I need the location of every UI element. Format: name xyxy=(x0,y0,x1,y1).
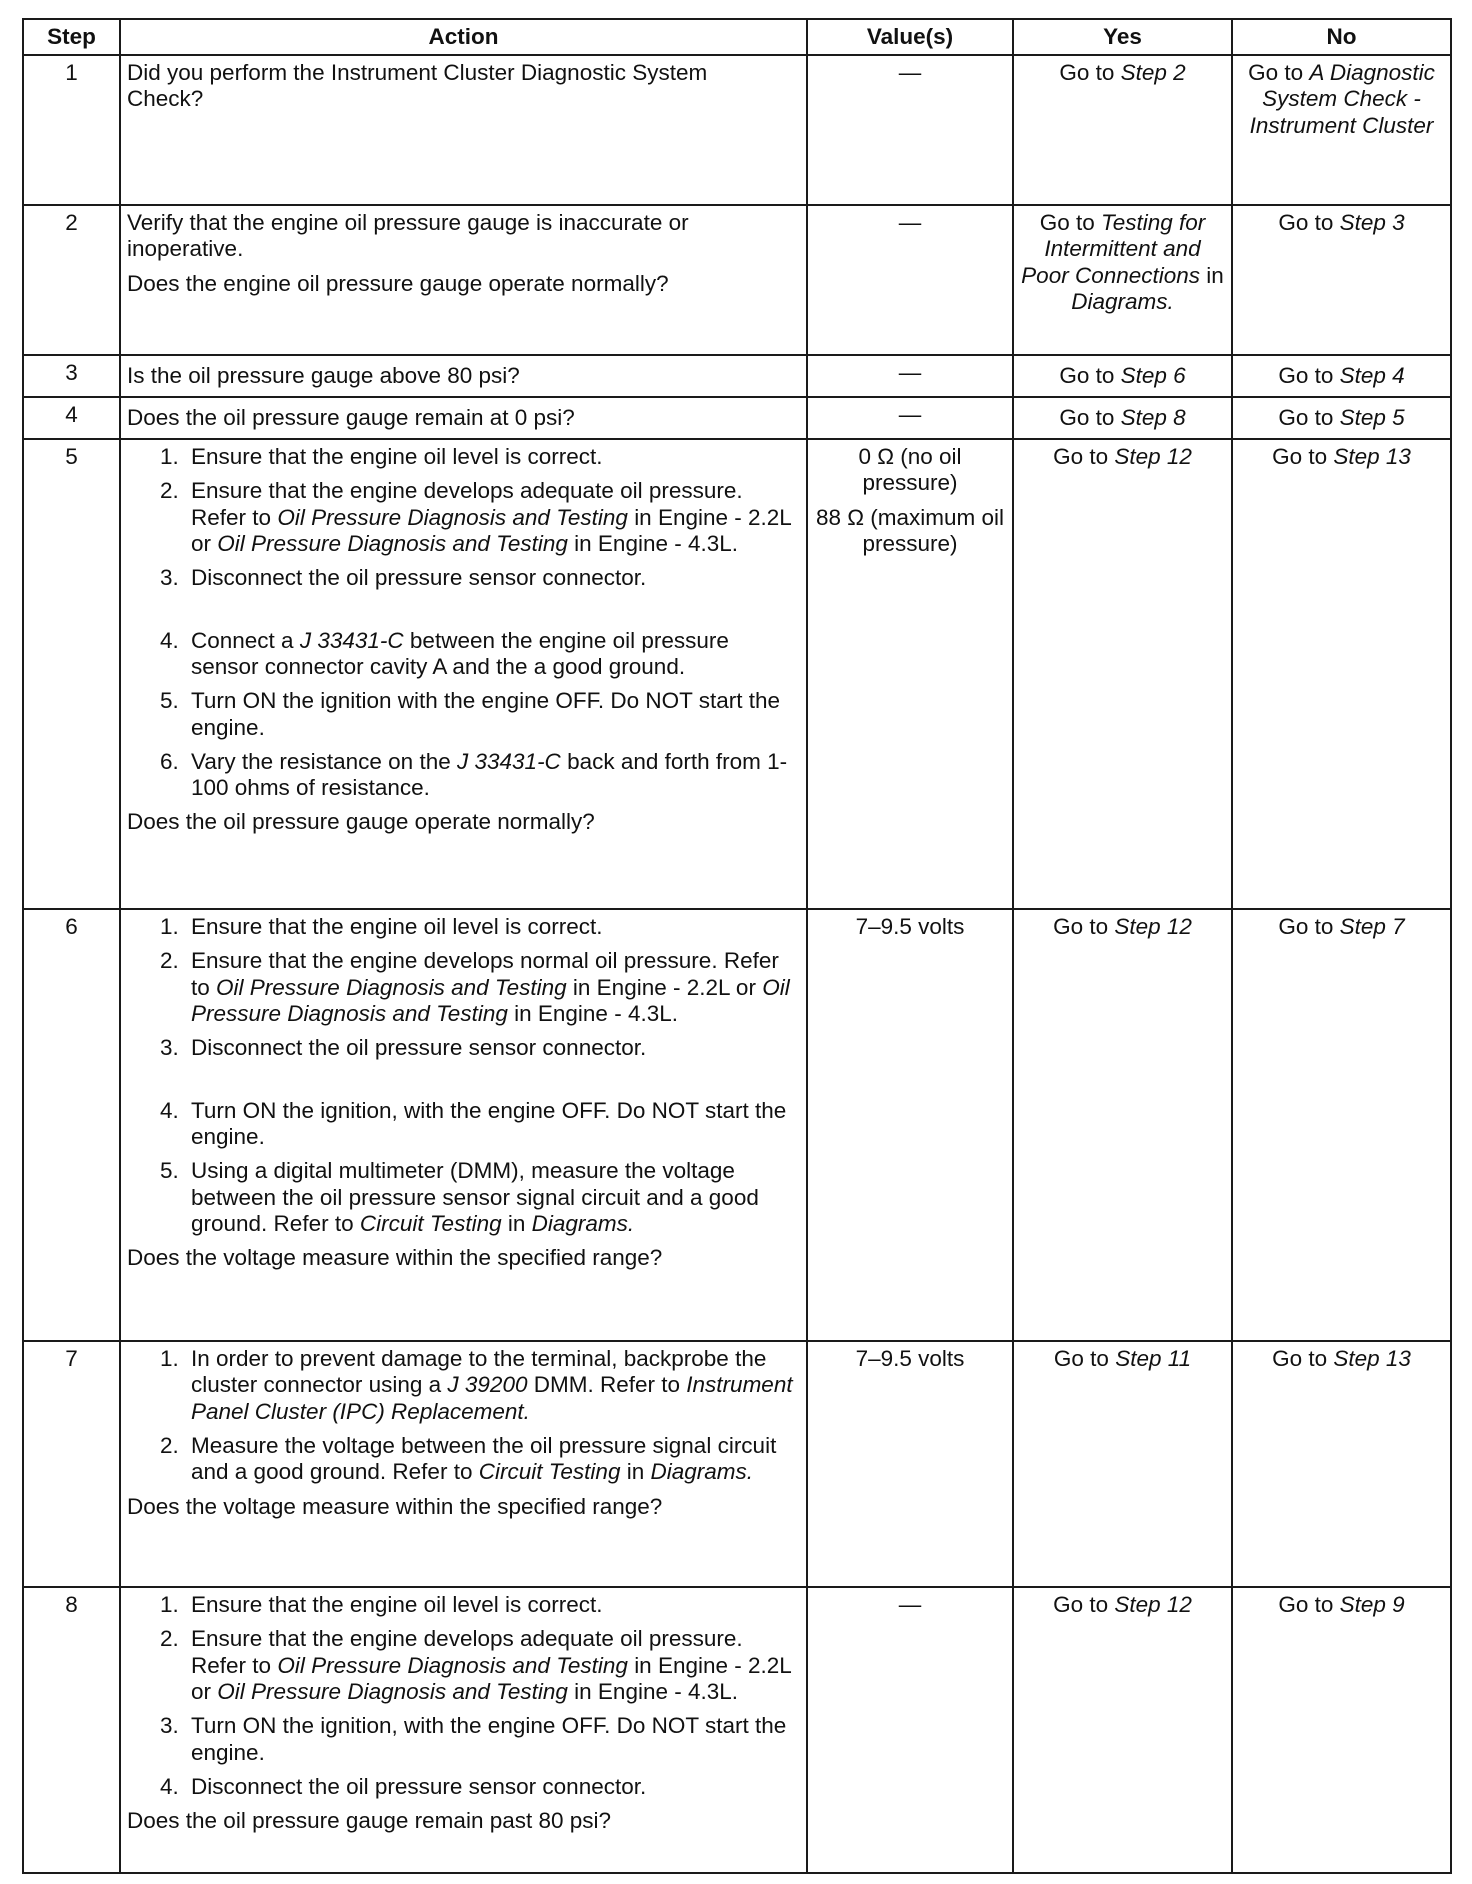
yes-prefix: Go to xyxy=(1039,210,1095,235)
yes-link[interactable]: Step 12 xyxy=(1114,444,1192,469)
header-action: Action xyxy=(120,19,807,55)
action-steps xyxy=(127,444,800,801)
action-question: Does the voltage measure within the specified range? xyxy=(127,1245,663,1271)
action-steps xyxy=(127,1592,800,1800)
no-prefix: Go to xyxy=(1278,404,1334,430)
diagnostic-table xyxy=(22,18,1452,1874)
yes-link[interactable]: Step 8 xyxy=(1120,404,1186,430)
action-question: Did you perform the Instrument Cluster Diagnostic System Check? xyxy=(127,60,708,112)
reference-link[interactable]: Oil Pressure Diagnosis and Testing xyxy=(217,1678,568,1704)
no-link[interactable]: Step 9 xyxy=(1339,1592,1405,1617)
no-link[interactable]: A Diagnostic System Check - Instrument Cluster xyxy=(1249,60,1435,138)
header-values: Value(s) xyxy=(807,19,1013,55)
yes-cell xyxy=(1013,439,1232,909)
no-link[interactable]: Step 4 xyxy=(1339,362,1405,388)
action-cell xyxy=(120,397,807,439)
no-link[interactable]: Step 3 xyxy=(1339,210,1405,235)
no-prefix: Go to xyxy=(1272,1346,1328,1371)
yes-link[interactable]: Step 11 xyxy=(1115,1346,1192,1371)
action-question: Does the oil pressure gauge remain past 80 psi? xyxy=(127,1808,612,1834)
yes-cell xyxy=(1013,1587,1232,1873)
action-step: 2. Measure the voltage between the oil pressure signal circuit and a good ground. Refer to Circuit Testing in Diagrams. xyxy=(185,1433,800,1486)
table-row xyxy=(23,397,1451,439)
no-link[interactable]: Step 13 xyxy=(1333,1346,1411,1371)
action-question: Does the oil pressure gauge remain at 0 psi? xyxy=(127,404,575,430)
table-row xyxy=(23,909,1451,1341)
value-cell: 7–9.5 volts xyxy=(807,909,1013,1341)
value-cell: — xyxy=(807,205,1013,355)
reference-link[interactable]: Circuit Testing xyxy=(359,1210,502,1236)
action-question: Does the engine oil pressure gauge operate normally? xyxy=(127,270,669,296)
action-step: 4. Turn ON the ignition, with the engine OFF. Do NOT start the engine. xyxy=(185,1098,800,1151)
header-yes: Yes xyxy=(1013,19,1232,55)
yes-prefix: Go to xyxy=(1059,60,1115,85)
value-resistance-max: 88 Ω (maximum oil pressure) xyxy=(815,504,1005,556)
action-step: 4. Disconnect the oil pressure sensor connector. xyxy=(185,1774,800,1800)
action-step: 2. Ensure that the engine develops normal oil pressure. Refer to Oil Pressure Diagnosis and Testing in Engine - 2.2L or Oil Pressure Diagnosis and Testing in Engine - 4.3L. xyxy=(185,948,800,1027)
table-row xyxy=(23,55,1451,205)
action-cell xyxy=(120,439,807,909)
no-cell xyxy=(1232,397,1451,439)
step-number: 5 xyxy=(23,439,120,909)
reference-link[interactable]: Oil Pressure Diagnosis and Testing xyxy=(216,974,567,1000)
no-link[interactable]: Step 5 xyxy=(1339,404,1405,430)
yes-in: in xyxy=(1206,262,1224,288)
reference-link[interactable]: Diagrams. xyxy=(531,1210,635,1236)
action-step: 3. Disconnect the oil pressure sensor connector. xyxy=(185,1035,800,1061)
action-step: 1. Ensure that the engine oil level is correct. xyxy=(185,444,800,470)
yes-prefix: Go to xyxy=(1053,914,1109,939)
table-row xyxy=(23,439,1451,909)
action-question: Is the oil pressure gauge above 80 psi? xyxy=(127,362,520,388)
value-cell: 7–9.5 volts xyxy=(807,1341,1013,1587)
yes-link[interactable]: Step 2 xyxy=(1120,60,1186,85)
yes-cell xyxy=(1013,909,1232,1341)
action-step: 5. Turn ON the ignition with the engine OFF. Do NOT start the engine. xyxy=(185,688,800,741)
action-question: Does the oil pressure gauge operate normally? xyxy=(127,809,595,835)
no-cell xyxy=(1232,909,1451,1341)
no-cell xyxy=(1232,439,1451,909)
step-number: 2 xyxy=(23,205,120,355)
yes-prefix: Go to xyxy=(1053,1346,1109,1371)
value-cell: — xyxy=(807,397,1013,439)
action-step: 4. Connect a J 33431-C between the engine oil pressure sensor connector cavity A and the a good ground. xyxy=(185,628,800,681)
reference-link[interactable]: Oil Pressure Diagnosis and Testing xyxy=(217,530,568,556)
action-step: 3. Turn ON the ignition, with the engine OFF. Do NOT start the engine. xyxy=(185,1713,800,1766)
yes-link[interactable]: Step 6 xyxy=(1120,362,1186,388)
no-cell xyxy=(1232,1341,1451,1587)
action-step: 2. Ensure that the engine develops adequate oil pressure. Refer to Oil Pressure Diagnosis and Testing in Engine - 2.2L or Oil Pressure Diagnosis and Testing in Engine - 4.3L. xyxy=(185,1626,800,1705)
action-step: 5. Using a digital multimeter (DMM), measure the voltage between the oil pressure sensor signal circuit and a good ground. Refer to Circuit Testing in Diagrams. xyxy=(185,1158,800,1237)
action-step: 3. Disconnect the oil pressure sensor connector. xyxy=(185,565,800,591)
action-step: 1. Ensure that the engine oil level is correct. xyxy=(185,1592,800,1618)
action-text: Verify that the engine oil pressure gauge is inaccurate or inoperative. xyxy=(127,210,689,262)
tool-reference: J 39200 xyxy=(447,1372,528,1398)
value-cell: — xyxy=(807,55,1013,205)
value-cell xyxy=(807,439,1013,909)
action-step: 2. Ensure that the engine develops adequate oil pressure. Refer to Oil Pressure Diagnosis and Testing in Engine - 2.2L or Oil Pressure Diagnosis and Testing in Engine - 4.3L. xyxy=(185,478,800,557)
action-cell xyxy=(120,1587,807,1873)
yes-cell xyxy=(1013,397,1232,439)
action-step: 6. Vary the resistance on the J 33431-C back and forth from 1-100 ohms of resistance. xyxy=(185,749,800,802)
tool-reference: J 33431-C xyxy=(299,627,404,653)
yes-prefix: Go to xyxy=(1059,362,1115,388)
step-number: 4 xyxy=(23,397,120,439)
no-cell xyxy=(1232,355,1451,397)
table-row xyxy=(23,1587,1451,1873)
action-cell xyxy=(120,55,807,205)
yes-link[interactable]: Testing for Intermittent and Poor Connections xyxy=(1021,210,1206,288)
header-no: No xyxy=(1232,19,1451,55)
yes-link-diagrams[interactable]: Diagrams. xyxy=(1071,288,1174,314)
action-steps xyxy=(127,914,800,1237)
no-cell xyxy=(1232,55,1451,205)
value-resistance-min: 0 Ω (no oil pressure) xyxy=(858,444,962,496)
no-cell xyxy=(1232,1587,1451,1873)
table-row xyxy=(23,1341,1451,1587)
reference-link[interactable]: Oil Pressure Diagnosis and Testing xyxy=(277,504,628,530)
action-step: 1. Ensure that the engine oil level is correct. xyxy=(185,914,800,940)
no-cell xyxy=(1232,205,1451,355)
step-number: 6 xyxy=(23,909,120,1341)
table-row xyxy=(23,205,1451,355)
yes-link[interactable]: Step 12 xyxy=(1114,1592,1192,1617)
no-prefix: Go to xyxy=(1272,444,1328,469)
yes-cell xyxy=(1013,55,1232,205)
reference-link[interactable]: Diagrams. xyxy=(650,1459,754,1485)
step-number: 7 xyxy=(23,1341,120,1587)
value-cell: — xyxy=(807,1587,1013,1873)
action-cell xyxy=(120,909,807,1341)
tool-reference: J 33431-C xyxy=(457,748,561,774)
action-cell xyxy=(120,355,807,397)
action-step: 1. In order to prevent damage to the terminal, backprobe the cluster connector using a J 39200 DMM. Refer to Instrument Panel Cluster (IPC) Replacement. xyxy=(185,1346,800,1425)
no-prefix: Go to xyxy=(1278,362,1334,388)
header-row xyxy=(23,19,1451,55)
no-link[interactable]: Step 13 xyxy=(1333,444,1411,469)
reference-link[interactable]: Oil Pressure Diagnosis and Testing xyxy=(191,974,790,1026)
action-cell xyxy=(120,205,807,355)
yes-prefix: Go to xyxy=(1053,444,1109,469)
no-prefix: Go to xyxy=(1278,210,1334,235)
table-row xyxy=(23,355,1451,397)
action-steps xyxy=(127,1346,800,1486)
action-cell xyxy=(120,1341,807,1587)
step-number: 8 xyxy=(23,1587,120,1873)
yes-cell xyxy=(1013,205,1232,355)
header-step: Step xyxy=(23,19,120,55)
no-prefix: Go to xyxy=(1278,914,1334,939)
action-question: Does the voltage measure within the specified range? xyxy=(127,1493,663,1519)
yes-prefix: Go to xyxy=(1059,404,1115,430)
no-prefix: Go to xyxy=(1248,60,1304,85)
reference-link[interactable]: Oil Pressure Diagnosis and Testing xyxy=(277,1652,628,1678)
reference-link[interactable]: Instrument Panel Cluster (IPC) Replacement. xyxy=(191,1372,793,1424)
yes-prefix: Go to xyxy=(1053,1592,1109,1617)
no-prefix: Go to xyxy=(1278,1592,1334,1617)
reference-link[interactable]: Circuit Testing xyxy=(478,1459,621,1485)
yes-cell xyxy=(1013,355,1232,397)
value-cell: — xyxy=(807,355,1013,397)
yes-link[interactable]: Step 12 xyxy=(1114,914,1192,939)
yes-cell xyxy=(1013,1341,1232,1587)
step-number: 1 xyxy=(23,55,120,205)
step-number: 3 xyxy=(23,355,120,397)
no-link[interactable]: Step 7 xyxy=(1339,914,1405,939)
